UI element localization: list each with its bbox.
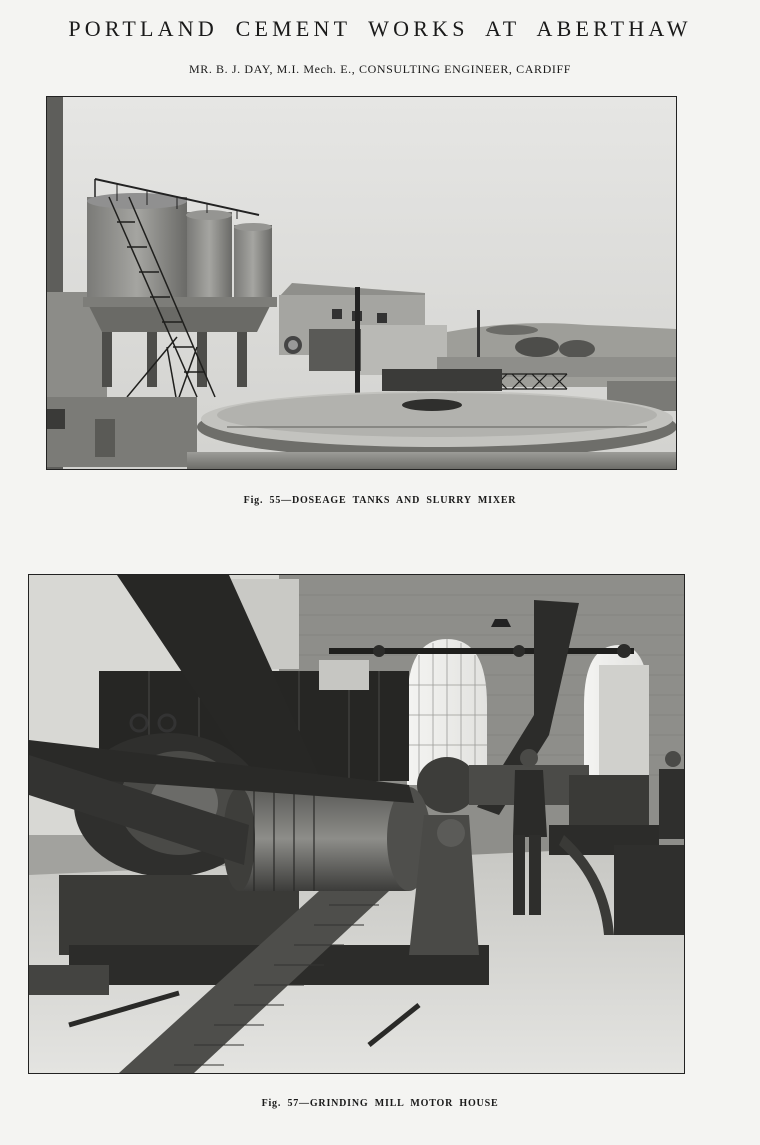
figure-55-caption: Fig. 55—DOSEAGE TANKS AND SLURRY MIXER [243, 495, 517, 506]
photo-grinding-mill [28, 574, 685, 1074]
page-subtitle: MR. B. J. DAY, M.I. Mech. E., CONSULTING ENGINEER, CARDIFF [188, 62, 572, 76]
grinding-mill-image [29, 575, 684, 1073]
page-title: PORTLAND CEMENT WORKS AT ABERTHAW [68, 16, 692, 41]
doseage-tanks-image [47, 97, 676, 469]
figure-57-caption: Fig. 57—GRINDING MILL MOTOR HOUSE [261, 1098, 499, 1109]
photo-doseage-tanks [46, 96, 677, 470]
